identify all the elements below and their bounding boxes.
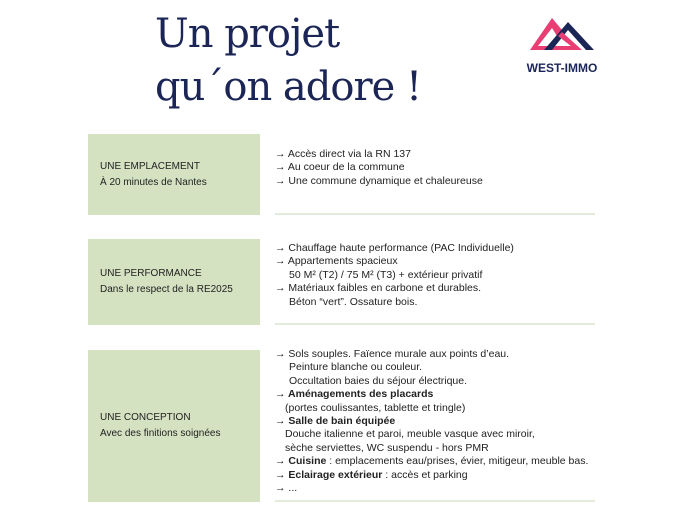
list-item: 50 M² (T2) / 75 M² (T3) + extérieur privatif bbox=[289, 268, 483, 281]
list-item: Occultation baies du séjour électrique. bbox=[289, 374, 468, 387]
list-item: Peinture blanche ou couleur. bbox=[289, 361, 423, 374]
section-conception-label bbox=[88, 350, 260, 502]
section-heading: UNE CONCEPTION bbox=[100, 412, 191, 423]
section-performance-list bbox=[275, 242, 595, 325]
section-emplacement-list bbox=[275, 148, 595, 215]
list-item: → Matériaux faibles en carbone et durables. bbox=[275, 282, 482, 295]
page-title bbox=[155, 8, 421, 114]
section-performance-label bbox=[88, 239, 260, 325]
list-item: → Aménagements des placards bbox=[275, 388, 434, 401]
list-item: → Au coeur de la commune bbox=[275, 161, 405, 174]
section-subtitle: À 20 minutes de Nantes bbox=[100, 176, 207, 188]
list-item: → Appartements spacieux bbox=[275, 255, 398, 268]
section-heading: UNE PERFORMANCE bbox=[100, 268, 202, 279]
list-item-bold: → Eclairage extérieur bbox=[275, 468, 383, 481]
section-heading: UNE EMPLACEMENT bbox=[100, 160, 201, 172]
list-item: → ... bbox=[275, 482, 298, 495]
west-immo-logo bbox=[522, 14, 602, 75]
title-line-1: Un projet bbox=[155, 11, 340, 57]
list-item: → Accès direct via la RN 137 bbox=[275, 148, 411, 160]
list-item: → Une commune dynamique et chaleureuse bbox=[275, 174, 483, 187]
logo-text: WEST-IMMO bbox=[526, 61, 598, 75]
list-item: Douche italienne et paroi, meuble vasque avec miroir, bbox=[285, 428, 535, 441]
list-item: → Salle de bain équipée bbox=[275, 415, 396, 428]
section-conception-list bbox=[275, 348, 595, 502]
section-subtitle: Avec des finitions soignées bbox=[100, 428, 221, 439]
list-item: sèche serviettes, WC suspendu - hors PMR bbox=[285, 441, 489, 454]
section-subtitle: Dans le respect de la RE2025 bbox=[100, 284, 233, 295]
list-item-rest: : accès et parking bbox=[382, 468, 468, 481]
list-item-rest: : emplacements eau/prises, évier, mitigeur, meuble bas. bbox=[326, 455, 589, 468]
list-item: (portes coulissantes, tablette et tringle) bbox=[285, 401, 466, 414]
list-item: → Chauffage haute performance (PAC Individuelle) bbox=[275, 242, 514, 254]
house-roof-icon bbox=[522, 14, 602, 54]
list-item bbox=[275, 455, 595, 468]
section-emplacement-label bbox=[88, 134, 260, 215]
list-item-bold: → Cuisine bbox=[275, 455, 327, 468]
list-item: Béton “vert”. Ossature bois. bbox=[289, 295, 418, 308]
title-line-2: qu´on adore ! bbox=[155, 64, 422, 110]
list-item bbox=[275, 469, 595, 482]
list-item: → Sols souples. Faïence murale aux points d’eau. bbox=[275, 348, 510, 360]
